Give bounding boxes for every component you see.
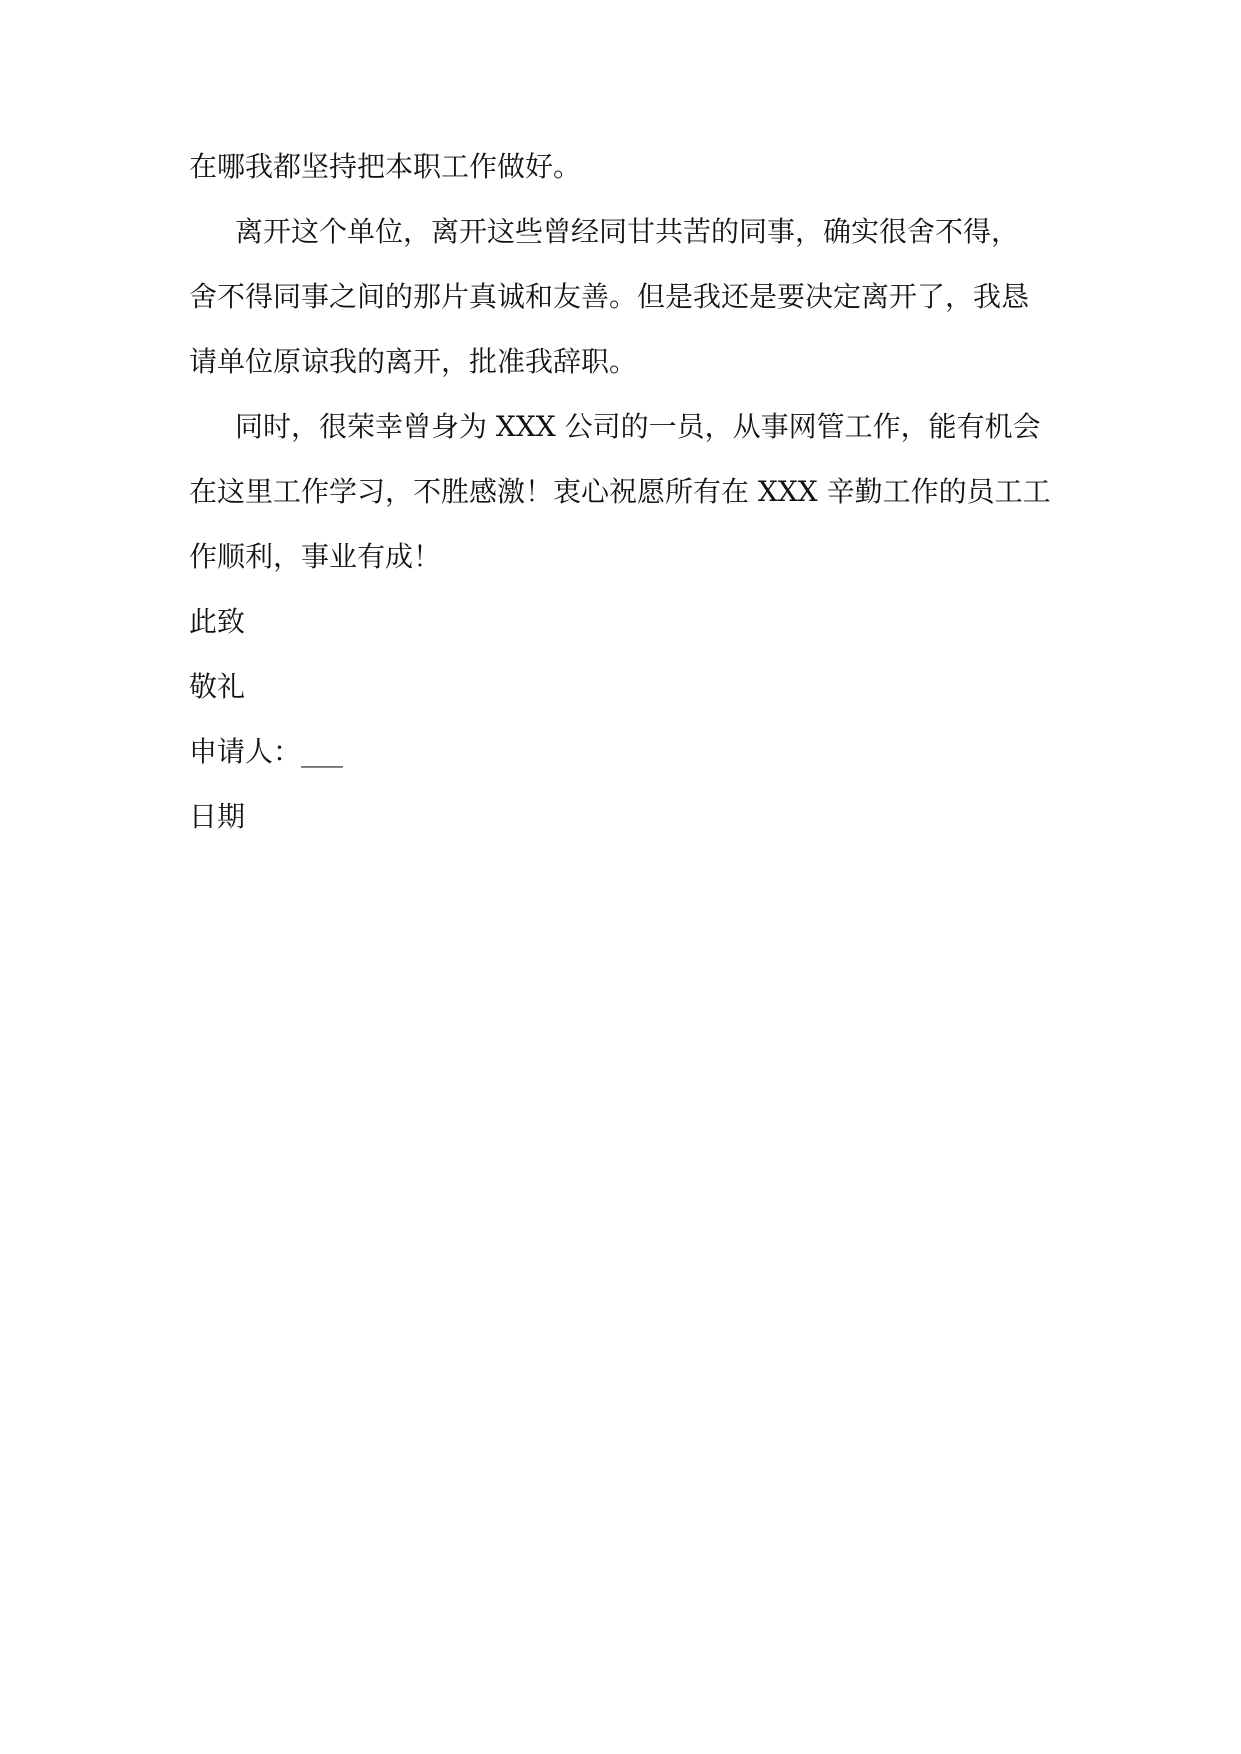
- closing-respect: 敬礼: [189, 670, 246, 703]
- paragraph-continuation: [189, 150, 1059, 215]
- closing-block: [189, 605, 1059, 865]
- paragraph-line: 作顺利，事业有成！: [189, 540, 442, 573]
- paragraph-farewell: [189, 215, 1059, 410]
- paragraph-gratitude: [189, 410, 1059, 605]
- date-line: 日期: [189, 800, 246, 833]
- applicant-signature-line: 申请人：___: [189, 735, 344, 768]
- paragraph-line: 在这里工作学习，不胜感激！衷心祝愿所有在 XXX 辛勤工作的员工工: [189, 475, 1051, 508]
- paragraph-line: 舍不得同事之间的那片真诚和友善。但是我还是要决定离开了，我恳: [189, 280, 1030, 313]
- paragraph-line: 离开这个单位，离开这些曾经同甘共苦的同事，确实很舍不得，: [235, 215, 1020, 248]
- paragraph-line: 请单位原谅我的离开，批准我辞职。: [189, 345, 638, 378]
- letter-body: [189, 150, 1059, 865]
- paragraph-line: 同时，很荣幸曾身为 XXX 公司的一员，从事网管工作，能有机会: [235, 410, 1041, 443]
- closing-salutation: 此致: [189, 605, 246, 638]
- paragraph-line: 在哪我都坚持把本职工作做好。: [189, 150, 582, 183]
